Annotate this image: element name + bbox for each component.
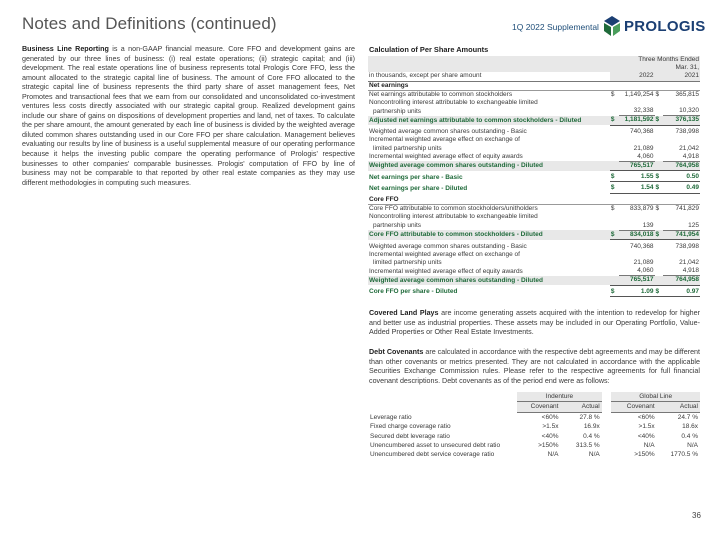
logo-wordmark: PROLOGIS: [624, 18, 706, 35]
value-2022: 1,149,254: [619, 90, 655, 99]
value-2022: 834,018: [619, 230, 655, 239]
covenant-label: Leverage ratio: [370, 413, 412, 421]
currency-symbol: $: [610, 230, 619, 239]
debt-covenants-term: Debt Covenants: [369, 348, 424, 356]
value-2022: 4,060: [619, 153, 655, 162]
row-label: Weighted average common shares outstanding - Diluted: [369, 276, 543, 284]
row-label: Net earnings attributable to common stockholders: [368, 90, 610, 99]
row-label: Weighted average common shares outstanding - Basic: [369, 242, 527, 250]
global-covenant: >1.5x: [638, 423, 655, 431]
indenture-covenant: <40%: [541, 432, 559, 440]
row-label: Net earnings per share - Basic: [369, 173, 463, 181]
debt-covenants-body: are calculated in accordance with the respective debt agreements and may be different than other covenants or metrics presented. They are not calculated in accordance with the applicable Securities Exchange Commission rules. Please refer to the respective agreements for full financial covenant descriptions. Debt covenants as of the period end were as follows:: [369, 348, 700, 385]
value-2022: 4,060: [619, 267, 655, 276]
global-actual: 24.7 %: [677, 413, 698, 421]
value-2022: 833,879: [619, 205, 655, 214]
global-actual: N/A: [687, 442, 698, 450]
value-2022: 1.55: [619, 171, 655, 182]
value-2021: 741,829: [663, 205, 700, 214]
table-row: [368, 422, 700, 431]
table-row: [368, 432, 700, 441]
value-2022: 740,368: [630, 128, 654, 136]
covered-land-plays-body: are income generating assets acquired with the intention to redevelop for higher and better use as industrial properties. These assets may be included in our Operating Portfolio, Value-Added Properties or Other Real Estate Investments.: [369, 309, 700, 337]
row-label: Noncontrolling interest attributable to exchangeable limited: [369, 99, 538, 107]
global-covenant: <60%: [637, 413, 655, 421]
value-2022: 21,089: [633, 144, 654, 152]
value-2021: 10,320: [663, 107, 700, 116]
business-line-reporting-term: Business Line Reporting: [22, 45, 109, 53]
row-label: Net earnings per share - Diluted: [369, 184, 468, 192]
currency-symbol: $: [655, 90, 664, 99]
global-actual: 1770.5 %: [670, 451, 698, 459]
value-2022: 765,517: [619, 161, 655, 170]
currency-symbol: $: [610, 90, 619, 99]
row-label: limited partnership units: [373, 258, 442, 266]
core-ffo-title: Core FFO: [369, 196, 399, 204]
row-label: Weighted average common shares outstanding - Diluted: [369, 162, 543, 170]
global-actual: 0.4 %: [681, 432, 698, 440]
covered-land-plays-term: Covered Land Plays: [369, 309, 439, 317]
currency-symbol: $: [655, 205, 664, 214]
net-earnings-title: Net earnings: [369, 81, 409, 89]
value-2021: 738,998: [675, 128, 699, 136]
global-line-group-header: Global Line: [611, 392, 700, 402]
row-label: Incremental weighted average effect on exchange of: [369, 136, 520, 144]
currency-symbol: $: [655, 230, 664, 239]
indenture-group-header: Indenture: [517, 392, 602, 402]
value-2021: 0.49: [663, 182, 700, 193]
covenant-label: Secured debt leverage ratio: [370, 432, 450, 440]
currency-symbol: $: [610, 205, 619, 214]
currency-symbol: $: [655, 116, 664, 125]
header-mar-31: Mar. 31,: [610, 64, 700, 72]
row-label: partnership units: [373, 107, 422, 115]
value-2022: 1.09: [619, 285, 655, 296]
table-row: [368, 412, 700, 422]
currency-symbol: $: [655, 182, 664, 193]
row-label: Weighted average common shares outstanding - Basic: [369, 128, 527, 136]
value-2021: 741,954: [663, 230, 700, 239]
value-2021: 21,042: [679, 144, 699, 152]
indenture-actual: 16.9x: [583, 423, 600, 431]
value-2021: 4,918: [663, 267, 700, 276]
supplemental-label: 1Q 2022 Supplemental: [512, 22, 599, 32]
actual-col-header: Actual: [560, 402, 601, 412]
debt-covenants-text: [369, 348, 700, 386]
covered-land-plays-text: [369, 309, 700, 338]
value-2021: 764,958: [663, 161, 700, 170]
currency-symbol: $: [655, 285, 664, 296]
per-share-table: [368, 56, 700, 297]
row-label: Core FFO attributable to common stockholders/unitholders: [368, 205, 610, 214]
row-label: Noncontrolling interest attributable to exchangeable limited: [369, 213, 538, 221]
prologis-logo-icon: [602, 15, 622, 37]
covenant-label: Unencumbered debt service coverage ratio: [370, 451, 495, 459]
indenture-covenant: N/A: [547, 451, 559, 459]
value-2022: 32,338: [619, 107, 655, 116]
value-2022: 1,181,592: [619, 116, 655, 125]
currency-symbol: $: [610, 285, 619, 296]
row-label: Adjusted net earnings attributable to common stockholders - Diluted: [369, 116, 582, 124]
business-line-reporting-body: is a non-GAAP financial measure. Core FFO and development gains are generated by our three lines of business: (i) real estate operations; (ii) strategic capital; and (iii) development. The real estate operations line of business represents total Prologis Core FFO, less the amount allocated to the strategic capital line of business. The amount of Core FFO allocated to the strategic capital line of business represents the third party share of asset management fees, Net Promotes and transactional fees that we earn from our consolidated and unconsolidated co-investment ventures less costs directly associated with our strategic capital group. Realized development gains include our share of gains on dispositions of development properties and land, net of taxes. To calculate the per share amount, the amount generated by each line of business is divided by the weighted average diluted common shares outstanding used in our Core FFO per share calculation. Management believes evaluating our results by line of business is a useful supplemental measure of our operating performance because it helps the investing public compare the operating performance of Prologis' respective businesses to other companies' comparable businesses. Prologis' computation of FFO by line of business may not be comparable to that reported by other real estate companies as they may use different methodologies in computing such measures.: [22, 45, 355, 187]
prologis-logo: [602, 13, 706, 39]
global-covenant: >150%: [634, 451, 655, 459]
actual-col-header: Actual: [657, 402, 700, 412]
covenant-col-header: Covenant: [517, 402, 560, 412]
covenant-label: Fixed charge coverage ratio: [370, 423, 451, 431]
value-2021: 738,998: [675, 242, 699, 250]
header-year-2022: 2022: [610, 72, 655, 81]
header-three-months: Three Months Ended: [610, 56, 700, 64]
table-row: [368, 441, 700, 450]
header-label: in thousands, except per share amount: [368, 72, 610, 81]
covenant-label: Unencumbered asset to unsecured debt ratio: [370, 442, 501, 450]
indenture-actual: 313.5 %: [575, 442, 600, 450]
page-title: Notes and Definitions (continued): [22, 14, 277, 33]
currency-symbol: $: [610, 116, 619, 125]
business-line-reporting-text: [22, 45, 355, 188]
page-number: 36: [692, 511, 701, 520]
value-2022: 21,089: [633, 258, 654, 266]
value-2021: 21,042: [679, 258, 699, 266]
row-label: Incremental weighted average effect of equity awards: [369, 267, 523, 275]
value-2021: 4,918: [663, 153, 700, 162]
indenture-actual: 0.4 %: [583, 432, 600, 440]
per-share-section-title: Calculation of Per Share Amounts: [369, 45, 489, 54]
row-label: Core FFO per share - Diluted: [369, 288, 458, 296]
value-2022: 765,517: [619, 276, 655, 285]
currency-symbol: $: [655, 171, 664, 182]
value-2022: 740,368: [630, 242, 654, 250]
value-2021: 0.50: [663, 171, 700, 182]
indenture-covenant: >1.5x: [542, 423, 559, 431]
indenture-actual: 27.8 %: [579, 413, 600, 421]
global-covenant: <40%: [637, 432, 655, 440]
global-actual: 18.6x: [682, 423, 698, 431]
row-label: partnership units: [373, 222, 422, 230]
currency-symbol: $: [610, 171, 619, 182]
value-2021: 125: [663, 222, 700, 231]
value-2021: 764,958: [663, 276, 700, 285]
row-label: limited partnership units: [373, 144, 442, 152]
covenant-col-header: Covenant: [611, 402, 656, 412]
currency-symbol: $: [610, 182, 619, 193]
value-2021: 365,815: [663, 90, 700, 99]
global-covenant: N/A: [643, 442, 655, 450]
value-2021: 376,135: [663, 116, 700, 125]
row-label: Core FFO attributable to common stockholders - Diluted: [369, 231, 543, 239]
value-2022: 1.54: [619, 182, 655, 193]
value-2021: 0.97: [663, 285, 700, 296]
row-label: Incremental weighted average effect on exchange of: [369, 250, 520, 258]
indenture-actual: N/A: [588, 451, 600, 459]
header-year-2021: 2021: [655, 72, 700, 81]
row-label: Incremental weighted average effect of equity awards: [369, 153, 523, 161]
indenture-covenant: <60%: [541, 413, 559, 421]
debt-covenants-table: [368, 392, 700, 460]
value-2022: 139: [619, 222, 655, 231]
indenture-covenant: >150%: [538, 442, 559, 450]
table-row: [368, 450, 700, 459]
